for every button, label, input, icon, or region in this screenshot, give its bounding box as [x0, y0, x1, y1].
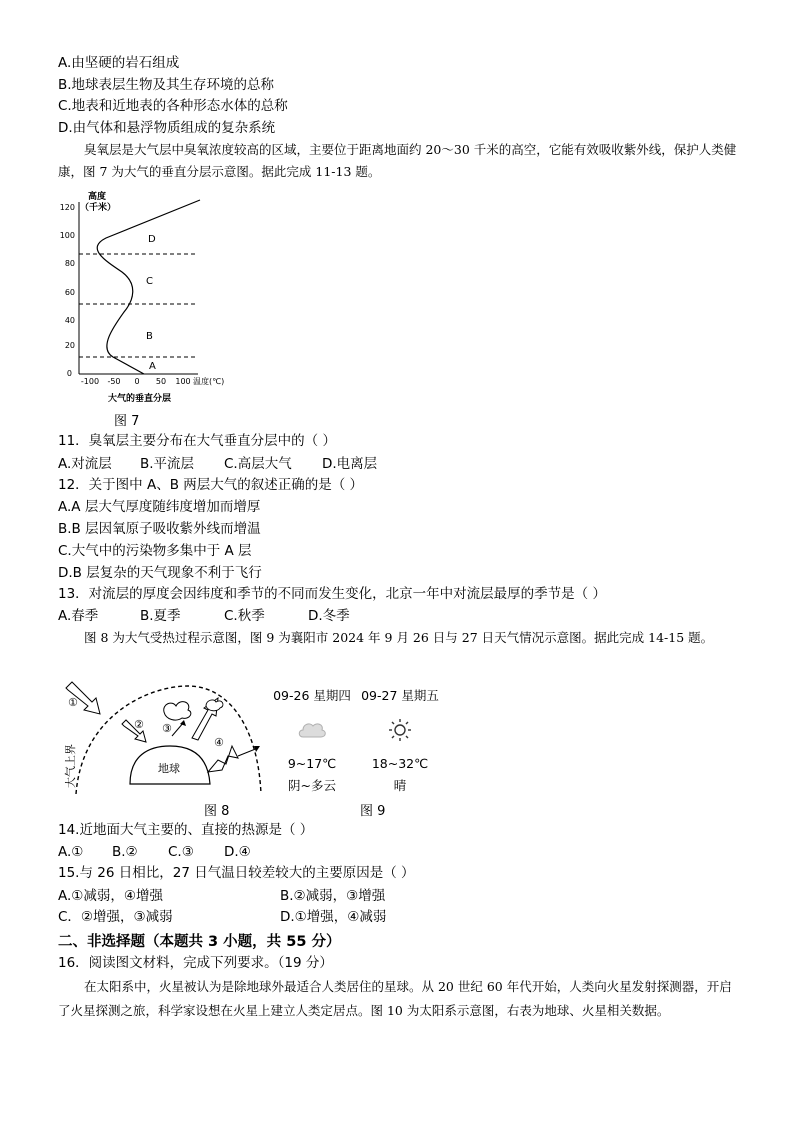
prev-option-b: B.地球表层生物及其生存环境的总称: [58, 77, 275, 93]
sun-icon: [356, 710, 444, 750]
fig7-layer-label-d: D: [148, 234, 156, 245]
fig7-x-tick: -100: [80, 377, 100, 386]
fig7-temperature-curve: [97, 200, 200, 374]
q14-option-d: D.④: [224, 844, 251, 860]
prev-option-c: C.地表和近地表的各种形态水体的总称: [58, 98, 288, 114]
fig7-y-axis-label-1: 高度: [88, 192, 107, 202]
fig7-x-tick: -50: [107, 377, 121, 386]
cloud-icon: [268, 710, 356, 750]
fig8-earth-label: 地球: [158, 762, 180, 775]
q12-option-d: D.B 层复杂的天气现象不利于飞行: [58, 565, 262, 581]
fig7-y-tick: 60: [64, 288, 75, 297]
q13-option-c: C.秋季: [224, 608, 265, 624]
fig8-label-4: ④: [214, 736, 224, 749]
fig9-day-1: [268, 676, 356, 794]
prev-option-a: A.由坚硬的岩石组成: [58, 55, 180, 71]
q11-option-b: B.平流层: [140, 456, 195, 472]
q12-option-a: A.A 层大气厚度随纬度增加而增厚: [58, 499, 261, 515]
q12-option-b: B.B 层因氧原子吸收紫外线而增温: [58, 521, 261, 537]
section-2-title: 二、非选择题（本题共 3 小题，共 55 分）: [58, 934, 341, 950]
fig8-cloud-icon: [164, 702, 191, 720]
fig7-caption: 图 7: [114, 414, 140, 429]
fig7-y-tick: 100: [59, 231, 75, 240]
q15-option-c: C．②增强，③减弱: [58, 909, 173, 925]
fig9-day-1-temp: 9~17℃: [287, 756, 337, 771]
fig7-subtitle: 大气的垂直分层: [108, 394, 172, 404]
q16-stem: 16．阅读图文材料，完成下列要求。（19 分）: [58, 955, 333, 971]
fig9-day-2-desc: 晴: [393, 778, 407, 793]
fig7-x-axis-label: 温度(℃): [193, 377, 225, 386]
fig8-label-3: ③: [162, 722, 172, 735]
fig7-layer-label-c: C: [146, 276, 153, 287]
fig7-y-tick: 80: [64, 259, 75, 268]
fig7-layer-label-b: B: [146, 331, 153, 342]
fig7-layer-label-a: A: [149, 361, 156, 372]
q13-option-a: A.春季: [58, 608, 99, 624]
q12-stem: 12．关于图中 A、B 两层大气的叙述正确的是（ ）: [58, 477, 364, 493]
q11-option-d: D.电离层: [322, 456, 378, 472]
fig7-x-tick: 50: [155, 377, 167, 386]
q12-option-c: C.大气中的污染物多集中于 A 层: [58, 543, 252, 559]
fig9-day-2-date: 09-27 星期五: [361, 688, 439, 703]
fig7-y-axis-label-2: （千米）: [80, 203, 117, 213]
fig7-chart: [58, 186, 225, 416]
fig7-y-tick: 0: [66, 369, 72, 378]
q13-option-b: B.夏季: [140, 608, 181, 624]
q16-material: 在太阳系中，火星被认为是除地球外最适合人类居住的星球。从 20 世纪 60 年代开始，人类向火星发射探测器，开启了火星探测之旅，科学家设想在火星上建立人类定居点。图 10 为太阳系示意图，右表为地球、火星相关数据。: [58, 979, 732, 1018]
fig8-diagram: [58, 676, 268, 798]
q13-option-d: D.冬季: [308, 608, 350, 624]
intro-14-15: 图 8 为大气受热过程示意图，图 9 为襄阳市 2024 年 9 月 26 日与 27 日天气情况示意图。据此完成 14-15 题。: [84, 630, 714, 645]
q11-option-c: C.高层大气: [224, 456, 292, 472]
fig7-y-tick: 40: [64, 316, 75, 325]
fig8-label-2: ②: [134, 718, 144, 731]
q11-stem: 11．臭氧层主要分布在大气垂直分层中的（ ）: [58, 433, 336, 449]
fig7-y-tick: 20: [64, 341, 75, 350]
fig9-day-2: [356, 676, 444, 794]
q15-option-d: D.①增强，④减弱: [280, 909, 387, 925]
q13-stem: 13．对流层的厚度会因纬度和季节的不同而发生变化，北京一年中对流层最厚的季节是（ ）: [58, 586, 606, 602]
q15-option-b: B.②减弱，③增强: [280, 888, 386, 904]
q14-option-c: C.③: [168, 844, 194, 860]
fig9-day-2-temp: 18~32℃: [371, 756, 429, 771]
q11-option-a: A.对流层: [58, 456, 112, 472]
fig8-label-1: ①: [68, 696, 78, 709]
fig7-x-tick: 0: [134, 377, 140, 386]
intro-11-13: 臭氧层是大气层中臭氧浓度较高的区域，主要位于距离地面约 20～30 千米的高空，它能有效吸收紫外线，保护人类健康，图 7 为大气的垂直分层示意图。据此完成 11-13 题。: [58, 142, 737, 179]
fig8-small-cloud-icon: [206, 700, 223, 711]
fig8-boundary-label: 大气上界: [64, 744, 77, 788]
q14-option-a: A.①: [58, 844, 84, 860]
fig9-day-1-date: 09-26 星期四: [273, 688, 351, 703]
q14-stem: 14.近地面大气主要的、直接的热源是（ ）: [58, 822, 314, 838]
fig8-arrow-4: [208, 746, 238, 772]
fig9-caption: 图 9: [360, 804, 386, 819]
fig9-day-1-desc: 阴~多云: [288, 778, 336, 793]
fig8-caption: 图 8: [204, 804, 230, 819]
q15-option-a: A.①减弱，④增强: [58, 888, 163, 904]
fig7-x-tick: 100: [175, 377, 191, 386]
fig7-x-ticks: [81, 377, 191, 386]
fig7-y-tick: 120: [59, 203, 75, 212]
fig7-y-ticks: [60, 203, 75, 378]
fig9-weather-panel: [268, 676, 444, 792]
q15-stem: 15.与 26 日相比，27 日气温日较差较大的主要原因是（ ）: [58, 865, 415, 881]
q14-option-b: B.②: [112, 844, 138, 860]
prev-option-d: D.由气体和悬浮物质组成的复杂系统: [58, 120, 276, 136]
